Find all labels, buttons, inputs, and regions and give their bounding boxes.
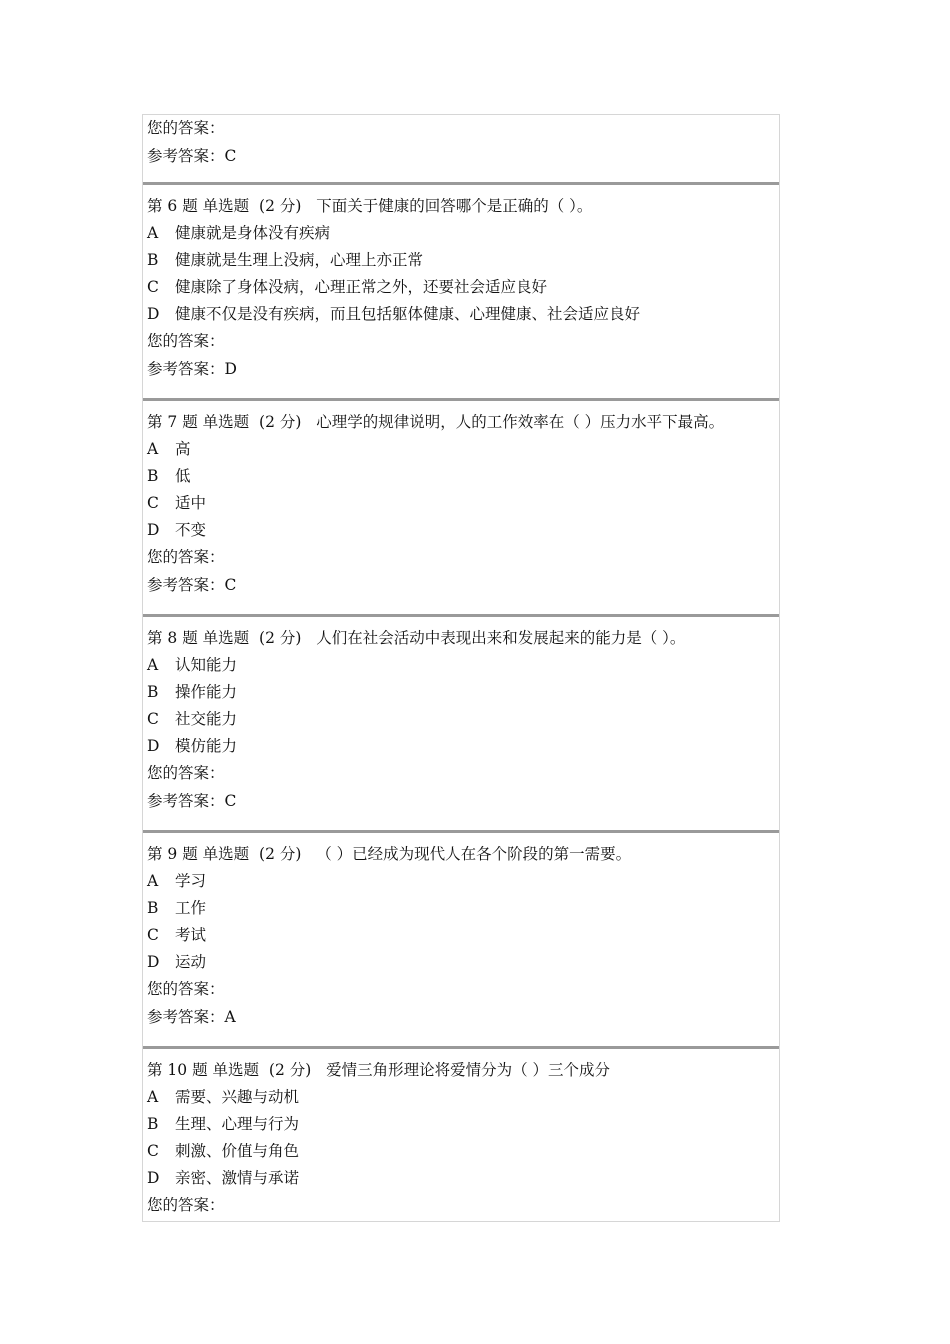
question-number: 第 8 题 bbox=[147, 629, 198, 647]
option-letter: D bbox=[147, 953, 160, 971]
your-answer-row bbox=[147, 544, 225, 571]
option-letter: B bbox=[147, 467, 159, 485]
question-score: (2 分) bbox=[268, 1061, 312, 1079]
option-letter: B bbox=[147, 251, 159, 269]
question-header bbox=[147, 193, 592, 220]
question-type: 单选题 bbox=[202, 197, 250, 215]
question-score: (2 分) bbox=[259, 629, 302, 647]
option-letter: A bbox=[147, 1088, 159, 1106]
option-letter: A bbox=[147, 656, 159, 674]
your-answer-label: 您的答案： bbox=[147, 980, 225, 998]
question-type: 单选题 bbox=[202, 413, 250, 431]
reference-answer-label: 参考答案： bbox=[147, 360, 225, 378]
question-header bbox=[147, 625, 685, 652]
reference-answer-label: 参考答案： bbox=[147, 147, 225, 165]
option-d bbox=[147, 733, 237, 760]
reference-answer-row bbox=[147, 356, 237, 383]
option-a bbox=[147, 436, 191, 463]
question-6 bbox=[143, 182, 779, 398]
option-a bbox=[147, 868, 206, 895]
your-answer-label: 您的答案： bbox=[147, 548, 225, 566]
option-letter: D bbox=[147, 737, 160, 755]
option-text: 运动 bbox=[175, 953, 207, 971]
your-answer-label: 您的答案： bbox=[147, 1196, 225, 1214]
question-text: 人们在社会活动中表现出来和发展起来的能力是（ ）。 bbox=[316, 629, 686, 647]
option-b bbox=[147, 1111, 299, 1138]
option-letter: A bbox=[147, 224, 159, 242]
option-text: 健康就是身体没有疾病 bbox=[175, 224, 331, 242]
option-letter: C bbox=[147, 710, 159, 728]
reference-answer-value: D bbox=[224, 360, 237, 378]
option-text: 亲密、激情与承诺 bbox=[175, 1169, 300, 1187]
option-letter: D bbox=[147, 521, 160, 539]
option-text: 低 bbox=[175, 467, 191, 485]
question-header bbox=[147, 1057, 610, 1084]
question-text: （ ）已经成为现代人在各个阶段的第一需要。 bbox=[316, 845, 632, 863]
reference-answer-row bbox=[147, 1004, 236, 1031]
option-letter: C bbox=[147, 494, 159, 512]
reference-answer-value: C bbox=[224, 147, 237, 165]
reference-answer-value: C bbox=[224, 576, 237, 594]
option-text: 健康除了身体没病，心理正常之外，还要社会适应良好 bbox=[175, 278, 548, 296]
option-text: 刺激、价值与角色 bbox=[175, 1142, 300, 1160]
your-answer-label: 您的答案： bbox=[147, 332, 225, 350]
option-text: 学习 bbox=[175, 872, 207, 890]
option-letter: B bbox=[147, 1115, 159, 1133]
reference-answer-value: A bbox=[224, 1008, 236, 1026]
question-number: 第 7 题 bbox=[147, 413, 198, 431]
option-text: 考试 bbox=[175, 926, 207, 944]
option-text: 认知能力 bbox=[175, 656, 238, 674]
option-letter: B bbox=[147, 899, 159, 917]
question-text: 下面关于健康的回答哪个是正确的（ ）。 bbox=[316, 197, 593, 215]
reference-answer-value: C bbox=[224, 792, 237, 810]
option-d bbox=[147, 1165, 299, 1192]
option-letter: C bbox=[147, 1142, 159, 1160]
question-10 bbox=[143, 1046, 779, 1222]
your-answer-label: 您的答案： bbox=[147, 119, 225, 137]
your-answer-row bbox=[147, 976, 225, 1003]
question-text: 心理学的规律说明，人的工作效率在（ ）压力水平下最高。 bbox=[316, 413, 725, 431]
option-c bbox=[147, 706, 237, 733]
reference-answer-label: 参考答案： bbox=[147, 792, 225, 810]
question-type: 单选题 bbox=[202, 629, 250, 647]
question-type: 单选题 bbox=[212, 1061, 260, 1079]
option-b bbox=[147, 463, 191, 490]
option-b bbox=[147, 247, 423, 274]
question-9 bbox=[143, 830, 779, 1046]
question-score: (2 分) bbox=[259, 845, 302, 863]
option-d bbox=[147, 301, 640, 328]
option-d bbox=[147, 949, 206, 976]
your-answer-row bbox=[147, 1192, 225, 1219]
option-letter: D bbox=[147, 305, 160, 323]
question-header bbox=[147, 409, 724, 436]
reference-answer-row bbox=[147, 788, 236, 815]
question-5-tail bbox=[143, 114, 779, 182]
your-answer-row bbox=[147, 760, 225, 787]
option-letter: A bbox=[147, 440, 159, 458]
reference-answer-row bbox=[147, 143, 236, 170]
option-text: 高 bbox=[175, 440, 191, 458]
option-letter: A bbox=[147, 872, 159, 890]
reference-answer-row bbox=[147, 572, 236, 599]
reference-answer-label: 参考答案： bbox=[147, 576, 225, 594]
option-text: 适中 bbox=[175, 494, 207, 512]
option-letter: C bbox=[147, 278, 159, 296]
option-c bbox=[147, 1138, 299, 1165]
question-7 bbox=[143, 398, 779, 614]
question-8 bbox=[143, 614, 779, 830]
option-letter: D bbox=[147, 1169, 160, 1187]
option-a bbox=[147, 652, 237, 679]
question-type: 单选题 bbox=[202, 845, 250, 863]
option-b bbox=[147, 679, 237, 706]
question-score: (2 分) bbox=[259, 197, 302, 215]
option-b bbox=[147, 895, 206, 922]
option-a bbox=[147, 220, 330, 247]
option-c bbox=[147, 490, 206, 517]
question-number: 第 9 题 bbox=[147, 845, 198, 863]
option-text: 模仿能力 bbox=[175, 737, 238, 755]
option-letter: B bbox=[147, 683, 159, 701]
option-text: 不变 bbox=[175, 521, 207, 539]
question-header bbox=[147, 841, 631, 868]
your-answer-row bbox=[147, 115, 225, 142]
option-a bbox=[147, 1084, 299, 1111]
option-d bbox=[147, 517, 206, 544]
question-number: 第 10 题 bbox=[147, 1061, 208, 1079]
your-answer-row bbox=[147, 328, 225, 355]
question-score: (2 分) bbox=[259, 413, 302, 431]
option-text: 生理、心理与行为 bbox=[175, 1115, 300, 1133]
option-letter: C bbox=[147, 926, 159, 944]
option-text: 需要、兴趣与动机 bbox=[175, 1088, 300, 1106]
option-text: 健康就是生理上没病，心理上亦正常 bbox=[175, 251, 424, 269]
question-text: 爱情三角形理论将爱情分为（ ）三个成分 bbox=[326, 1061, 610, 1079]
option-text: 社交能力 bbox=[175, 710, 238, 728]
option-text: 操作能力 bbox=[175, 683, 238, 701]
option-text: 工作 bbox=[175, 899, 207, 917]
option-c bbox=[147, 922, 206, 949]
question-number: 第 6 题 bbox=[147, 197, 198, 215]
reference-answer-label: 参考答案： bbox=[147, 1008, 225, 1026]
option-c bbox=[147, 274, 547, 301]
option-text: 健康不仅是没有疾病，而且包括躯体健康、心理健康、社会适应良好 bbox=[175, 305, 641, 323]
your-answer-label: 您的答案： bbox=[147, 764, 225, 782]
quiz-sheet bbox=[142, 114, 780, 1222]
